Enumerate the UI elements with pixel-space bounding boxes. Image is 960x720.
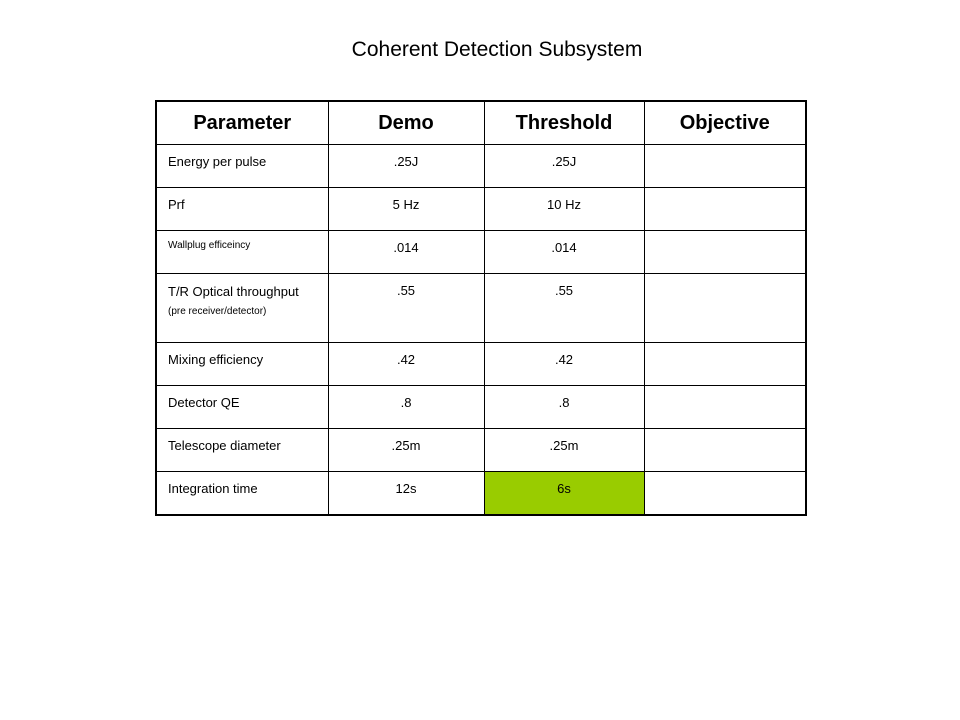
parameter-note: (pre receiver/detector)	[168, 306, 267, 317]
header-threshold: Threshold	[484, 101, 644, 145]
parameter-cell: Telescope diameter	[156, 429, 328, 472]
objective-cell	[644, 231, 806, 274]
parameter-cell: Integration time	[156, 472, 328, 516]
demo-cell: .25m	[328, 429, 484, 472]
demo-cell: .25J	[328, 145, 484, 188]
threshold-cell: .25m	[484, 429, 644, 472]
objective-cell	[644, 145, 806, 188]
header-objective: Objective	[644, 101, 806, 145]
demo-cell: .55	[328, 274, 484, 343]
header-demo: Demo	[328, 101, 484, 145]
table-row	[156, 274, 806, 343]
parameter-cell	[156, 274, 328, 343]
table-row	[156, 429, 806, 472]
parameter-cell: Wallplug efficeincy	[156, 231, 328, 274]
parameter-label: T/R Optical throughput	[168, 284, 299, 299]
parameters-table	[155, 100, 807, 516]
demo-cell: 12s	[328, 472, 484, 516]
table-row	[156, 386, 806, 429]
table-row	[156, 188, 806, 231]
table-row	[156, 145, 806, 188]
slide-title: Coherent Detection Subsystem	[351, 38, 643, 61]
objective-cell	[644, 343, 806, 386]
demo-cell: 5 Hz	[328, 188, 484, 231]
parameter-cell: Detector QE	[156, 386, 328, 429]
demo-cell: .42	[328, 343, 484, 386]
threshold-cell: .42	[484, 343, 644, 386]
header-row	[156, 101, 806, 145]
objective-cell	[644, 386, 806, 429]
table-row	[156, 343, 806, 386]
threshold-cell: .8	[484, 386, 644, 429]
objective-cell	[644, 429, 806, 472]
table-row	[156, 472, 806, 516]
objective-cell	[644, 472, 806, 516]
threshold-cell: .55	[484, 274, 644, 343]
parameter-cell: Energy per pulse	[156, 145, 328, 188]
objective-cell	[644, 188, 806, 231]
threshold-cell: .25J	[484, 145, 644, 188]
threshold-cell: .014	[484, 231, 644, 274]
table-row	[156, 231, 806, 274]
demo-cell: .014	[328, 231, 484, 274]
threshold-cell: 10 Hz	[484, 188, 644, 231]
parameter-cell: Mixing efficiency	[156, 343, 328, 386]
header-parameter: Parameter	[156, 101, 328, 145]
threshold-cell-highlighted: 6s	[484, 472, 644, 516]
objective-cell	[644, 274, 806, 343]
demo-cell: .8	[328, 386, 484, 429]
parameter-cell: Prf	[156, 188, 328, 231]
